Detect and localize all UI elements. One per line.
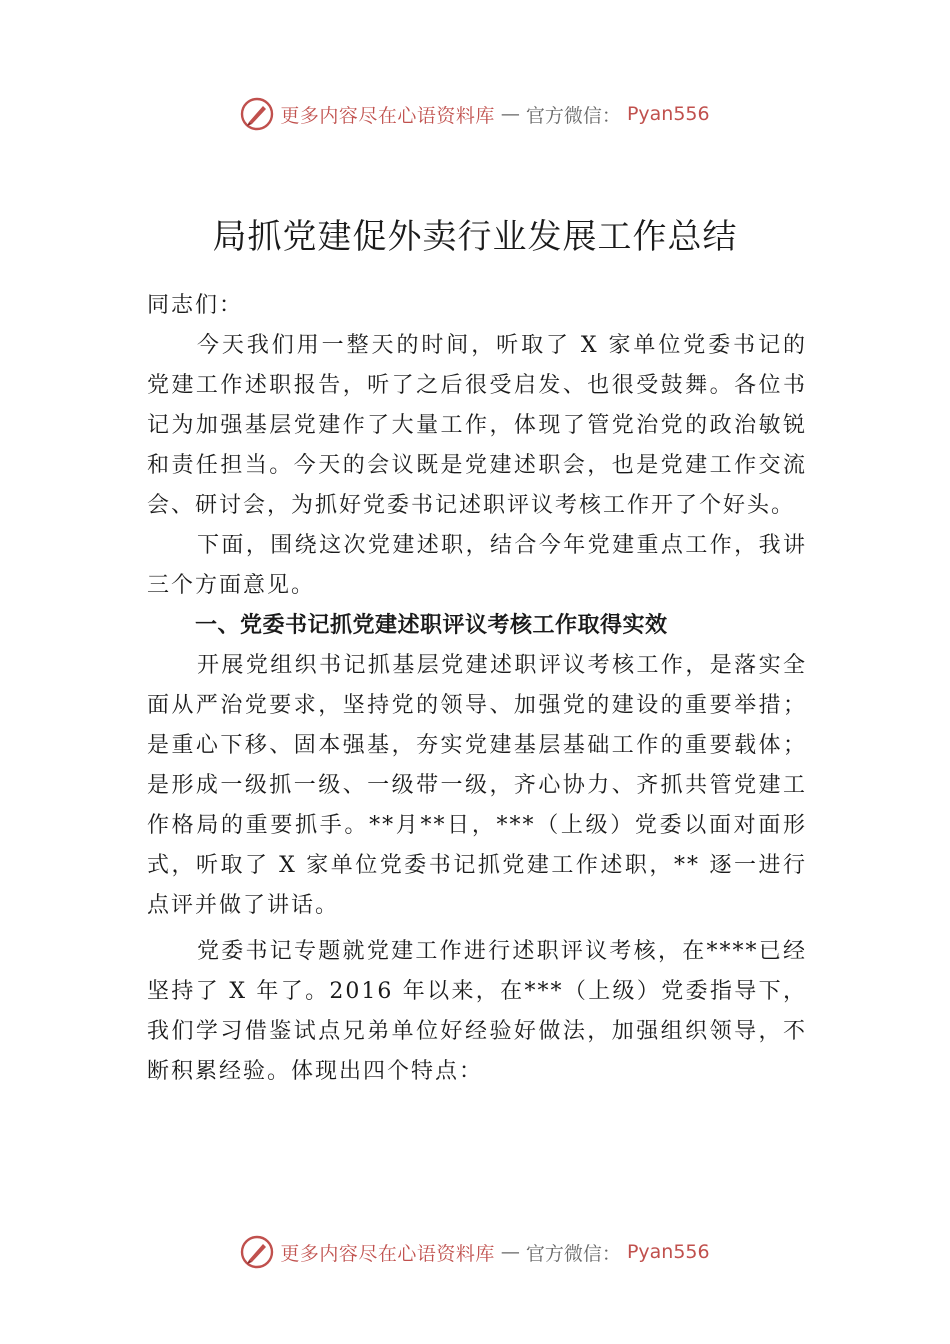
watermark-wechat-id: Pyan556: [626, 103, 710, 125]
watermark-label: 官方微信：: [525, 104, 621, 127]
watermark-label: 官方微信：: [525, 1242, 621, 1265]
watermark-header: [0, 94, 950, 134]
watermark-dash: —: [500, 103, 520, 125]
watermark-text: 更多内容尽在心语资料库: [280, 1242, 495, 1265]
watermark-wechat-id: Pyan556: [626, 1241, 710, 1263]
section-heading-1: 一、党委书记抓党建述职评议考核工作取得实效: [195, 613, 668, 638]
document-body: [147, 286, 807, 1092]
paragraph-1: 今天我们用一整天的时间，听取了 X 家单位党委书记的党建工作述职报告，听了之后很受启发、也很受鼓舞。各位书记为加强基层党建作了大量工作，体现了管党治党的政治敏锐和责任担当。今天的会议既是党建述职会，也是党建工作交流会、研讨会，为抓好党委书记述职评议考核工作开了个好头。: [147, 333, 807, 518]
pen-logo-icon: [240, 97, 274, 131]
salutation: 同志们：: [147, 293, 244, 318]
watermark-dash: —: [500, 1241, 520, 1263]
paragraph-2: 下面，围绕这次党建述职，结合今年党建重点工作，我讲三个方面意见。: [147, 533, 807, 598]
document-title: 局抓党建促外卖行业发展工作总结: [212, 216, 738, 257]
watermark-text: 更多内容尽在心语资料库: [280, 104, 495, 127]
paragraph-3: 开展党组织书记抓基层党建述职评议考核工作，是落实全面从严治党要求，坚持党的领导、加强党的建设的重要举措；是重心下移、固本强基，夯实党建基层基础工作的重要载体；是形成一级抓一级、一级带一级，齐心协力、齐抓共管党建工作格局的重要抓手。**月**日，***（上级）党委以面对面形式，听取了 X 家单位党委书记抓党建工作述职，** 逐一进行点评并做了讲话。: [147, 653, 807, 918]
watermark-footer: [0, 1232, 950, 1272]
pen-logo-icon: [240, 1235, 274, 1269]
paragraph-4: 党委书记专题就党建工作进行述职评议考核，在****已经坚持了 X 年了。2016 年以来，在***（上级）党委指导下，我们学习借鉴试点兄弟单位好经验好做法，加强组织领导，不断积累经验。体现出四个特点：: [147, 939, 807, 1084]
